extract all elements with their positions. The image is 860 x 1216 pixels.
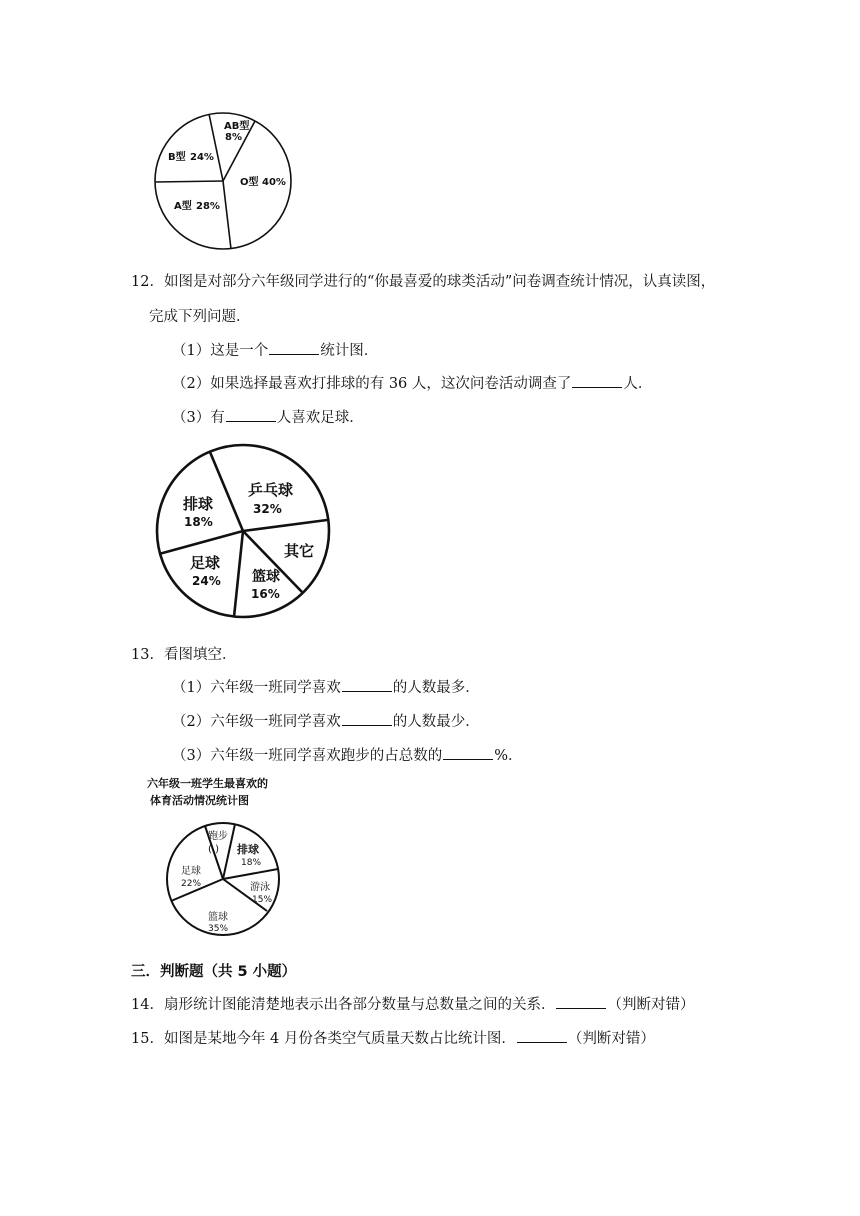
- q13-s1-text-before: （1）六年级一班同学喜欢: [172, 680, 341, 696]
- slice-label-basketball: 篮球: [208, 912, 228, 923]
- slice-label-swimming: 游泳: [250, 882, 270, 893]
- q14-text: 14．扇形统计图能清楚地表示出各部分数量与总数量之间的关系．: [131, 997, 556, 1013]
- q15-instruction: （判断对错）: [567, 1031, 655, 1047]
- slice-label-b: B型: [168, 152, 186, 163]
- slice-label-o: O型: [240, 177, 259, 188]
- q12-s3-answer-blank[interactable]: [226, 407, 276, 422]
- slice-value-b: 24%: [190, 152, 214, 163]
- slice-value-running: ( ): [208, 844, 219, 855]
- chart-title-line1: 六年级一班学生最喜欢的: [147, 777, 268, 790]
- q14-instruction: （判断对错）: [607, 997, 695, 1013]
- q13-s2-text-before: （2）六年级一班同学喜欢: [172, 714, 341, 730]
- q12-subquestion-2: [172, 372, 652, 393]
- slice-label-a: A型: [174, 201, 192, 212]
- q13-stem: 13．看图填空．: [131, 647, 237, 663]
- q12-subquestion-1: [172, 339, 378, 360]
- chart-title-line2: 体育活动情况统计图: [150, 794, 249, 807]
- slice-label-volleyball: 排球: [183, 495, 214, 513]
- slice-value-football: 22%: [181, 879, 202, 889]
- q13-s1-text-after: 的人数最多．: [392, 680, 480, 696]
- slice-label-football: 足球: [190, 554, 221, 572]
- slice-value-a: 28%: [196, 201, 220, 212]
- slice-label-football: 足球: [181, 866, 201, 877]
- slice-value-ab: 8%: [225, 132, 242, 143]
- q13-subquestion-1: [172, 676, 480, 697]
- slice-label-volleyball: 排球: [237, 843, 259, 856]
- q13-s1-answer-blank[interactable]: [342, 677, 392, 692]
- slice-label-basketball: 篮球: [252, 569, 280, 585]
- q12-s2-answer-blank[interactable]: [572, 373, 622, 388]
- q13-s2-text-after: 的人数最少．: [392, 714, 480, 730]
- q13-s3-answer-blank[interactable]: [443, 745, 493, 760]
- q15-question: [131, 1027, 655, 1048]
- q13-subquestion-3: [172, 744, 523, 765]
- ball-activity-pie-chart: [152, 440, 334, 622]
- slice-value-basketball: 35%: [208, 924, 229, 934]
- q15-text: 15．如图是某地今年 4 月份各类空气质量天数占比统计图．: [131, 1031, 516, 1047]
- q12-s3-text-after: 人喜欢足球．: [276, 410, 364, 426]
- q12-stem-line2: 完成下列问题．: [149, 309, 251, 325]
- slice-label-pingpong: 乒乓球: [248, 481, 294, 499]
- slice-value-basketball: 16%: [251, 587, 280, 601]
- slice-label-running: 跑步: [208, 831, 228, 842]
- q12-s1-text-before: （1）这是一个: [172, 343, 269, 359]
- q15-answer-blank[interactable]: [517, 1028, 567, 1043]
- slice-value-pingpong: 32%: [253, 502, 282, 516]
- slice-value-football: 24%: [192, 574, 221, 588]
- q12-stem-line1: 12．如图是对部分六年级同学进行的“你最喜爱的球类活动”问卷调查统计情况，认真读图，: [131, 274, 716, 290]
- q14-question: [131, 993, 694, 1014]
- q14-answer-blank[interactable]: [556, 994, 606, 1009]
- slice-value-o: 40%: [262, 177, 286, 188]
- q12-s2-text-before: （2）如果选择最喜欢打排球的有 36 人，这次问卷活动调查了: [172, 376, 572, 392]
- q12-s3-text-before: （3）有: [172, 410, 225, 426]
- q12-s1-answer-blank[interactable]: [269, 340, 319, 355]
- slice-label-other: 其它: [284, 542, 315, 560]
- slice-value-swimming: 15%: [252, 895, 273, 905]
- q13-subquestion-2: [172, 710, 480, 731]
- q13-s3-text-before: （3）六年级一班同学喜欢跑步的占总数的: [172, 748, 443, 764]
- q13-s3-text-after: %．: [494, 748, 523, 764]
- slice-label-ab: AB型: [224, 121, 250, 132]
- q12-subquestion-3: [172, 406, 364, 427]
- q12-s2-text-after: 人．: [623, 376, 653, 392]
- section-heading: 三．判断题（共 5 小题）: [131, 964, 297, 980]
- q12-s1-text-after: 统计图．: [320, 343, 379, 359]
- sports-activity-pie-chart: [146, 774, 296, 944]
- q13-s2-answer-blank[interactable]: [342, 711, 392, 726]
- blood-type-pie-chart: [150, 108, 296, 254]
- slice-value-volleyball: 18%: [241, 858, 262, 868]
- slice-value-volleyball: 18%: [184, 515, 213, 529]
